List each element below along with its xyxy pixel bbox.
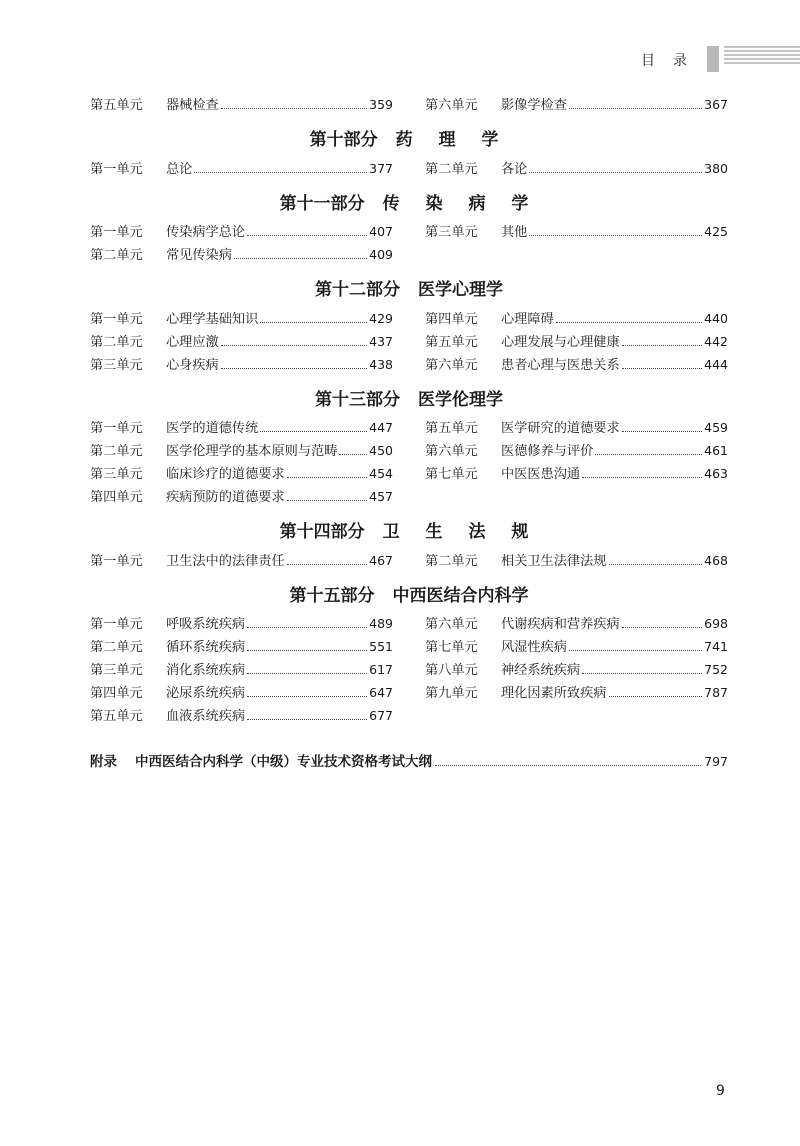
- toc-entry-unit: 第六单元: [425, 444, 478, 460]
- toc-entry-unit: 第六单元: [425, 617, 478, 633]
- toc-row: [90, 703, 728, 726]
- toc-entry-title: 临床诊疗的道德要求: [166, 467, 285, 483]
- toc-entry-unit: 第一单元: [90, 421, 143, 437]
- toc-entry-title: 其他: [501, 225, 528, 241]
- toc-entry-title: 血液系统疾病: [166, 708, 246, 724]
- toc-entry-unit: 第五单元: [90, 708, 143, 724]
- part-number: 第十五部分: [289, 585, 375, 606]
- dot-leader: [221, 368, 367, 369]
- dot-leader: [247, 235, 367, 236]
- toc-entry-unit: 第三单元: [90, 357, 143, 373]
- part-heading[interactable]: [90, 581, 728, 605]
- toc-entry[interactable]: [90, 158, 393, 177]
- toc-entry[interactable]: [425, 636, 728, 655]
- toc-row: [90, 438, 728, 461]
- part-number: 第十四部分: [279, 521, 365, 542]
- toc-entry-page: 457: [369, 488, 393, 504]
- toc-entry-title: 医学的道德传统: [166, 421, 259, 437]
- toc-entry-unit: 第五单元: [90, 97, 143, 113]
- toc-entry-unit: 第一单元: [90, 312, 143, 328]
- toc-entry-title: 心理障碍: [501, 312, 554, 328]
- toc-entry[interactable]: [90, 331, 393, 350]
- toc-entry-page: 677: [369, 707, 393, 723]
- part-number: 第十三部分: [315, 389, 400, 410]
- toc-entry[interactable]: [425, 550, 728, 569]
- part-number: 第十二部分: [315, 280, 400, 301]
- toc-entry[interactable]: [425, 659, 728, 678]
- toc-entry[interactable]: [425, 682, 728, 701]
- toc-entry[interactable]: [90, 659, 393, 678]
- toc-entry-page: 447: [369, 420, 393, 436]
- toc-entry-unit: 第一单元: [90, 161, 143, 177]
- toc-entry-title: 相关卫生法律法规: [501, 553, 607, 569]
- toc-entry[interactable]: [425, 94, 728, 113]
- dot-leader: [247, 719, 367, 720]
- part-number: 第十一部分: [279, 193, 365, 214]
- toc-entry[interactable]: [425, 158, 728, 177]
- toc-entry[interactable]: [425, 440, 728, 459]
- part-heading[interactable]: [90, 189, 728, 213]
- toc-entry[interactable]: [90, 550, 393, 569]
- toc-row: [90, 548, 728, 571]
- toc-entry[interactable]: [425, 308, 728, 327]
- toc-entry[interactable]: [425, 331, 728, 350]
- toc-entry[interactable]: [90, 94, 393, 113]
- dot-leader: [221, 108, 367, 109]
- toc-entry-page: 551: [369, 639, 393, 655]
- toc-entry-page: 450: [369, 443, 393, 459]
- toc-entry-unit: 第九单元: [425, 685, 478, 701]
- toc-entry[interactable]: [90, 613, 393, 632]
- toc-row: [90, 92, 728, 115]
- toc-entry-page: 468: [704, 552, 728, 568]
- dot-leader: [556, 322, 702, 323]
- page-header-title: [641, 50, 689, 70]
- dot-leader: [435, 765, 701, 766]
- toc-entry-unit: 第四单元: [90, 685, 143, 701]
- dot-leader: [529, 235, 702, 236]
- toc-entry[interactable]: [90, 308, 393, 327]
- toc-entry-title: 心理学基础知识: [166, 312, 259, 328]
- toc-entry-title: 消化系统疾病: [166, 663, 246, 679]
- toc-row: [90, 242, 728, 265]
- toc-entry-unit: 第二单元: [90, 444, 143, 460]
- toc-row: [90, 612, 728, 635]
- appendix-entry[interactable]: [90, 750, 728, 770]
- toc-row: [90, 352, 728, 375]
- toc-row: [90, 220, 728, 243]
- toc-entry-title: 传染病学总论: [166, 225, 246, 241]
- toc-entry-unit: 第二单元: [90, 640, 143, 656]
- toc-entry-page: 437: [369, 333, 393, 349]
- toc-entry[interactable]: [90, 244, 393, 263]
- toc-entry-unit: 第一单元: [90, 617, 143, 633]
- dot-leader: [260, 322, 367, 323]
- toc-row: [90, 634, 728, 657]
- toc-row: [90, 329, 728, 352]
- toc-entry-title: 心理应激: [166, 334, 219, 350]
- toc-entry-unit: 第五单元: [425, 334, 478, 350]
- toc-entry-page: 380: [704, 160, 728, 176]
- toc-entry-page: 407: [369, 224, 393, 240]
- header-title-char-1: 目: [641, 53, 657, 69]
- toc-entry-title: 影像学检查: [501, 97, 567, 113]
- toc-row: [90, 156, 728, 179]
- header-decoration-block: [707, 46, 719, 72]
- page-number: 9: [716, 1083, 725, 1099]
- appendix-page: 797: [704, 753, 728, 769]
- toc-entry-page: 752: [704, 662, 728, 678]
- toc-entry-title: 医学研究的道德要求: [501, 421, 620, 437]
- toc-entry-unit: 第一单元: [90, 553, 143, 569]
- toc-entry-title: 理化因素所致疾病: [501, 685, 607, 701]
- dot-leader: [247, 696, 367, 697]
- toc-entry-page: 489: [369, 616, 393, 632]
- toc-entry-page: 438: [369, 356, 393, 372]
- part-heading[interactable]: [90, 517, 728, 541]
- appendix-title: 中西医结合内科学（中级）专业技术资格考试大纲: [135, 753, 432, 770]
- toc-entry-title: 医学伦理学的基本原则与范畴: [166, 444, 338, 460]
- toc-row: [90, 416, 728, 439]
- toc-entry-page: 409: [369, 247, 393, 263]
- toc-entry-title: 卫生法中的法律责任: [166, 553, 285, 569]
- toc-entry-title: 代谢疾病和营养疾病: [501, 617, 620, 633]
- toc-entry-unit: 第七单元: [425, 467, 478, 483]
- toc-entry-title: 循环系统疾病: [166, 640, 246, 656]
- toc-entry-title: 各论: [501, 161, 528, 177]
- part-heading[interactable]: [90, 125, 728, 149]
- dot-leader: [234, 258, 367, 259]
- part-heading[interactable]: [90, 385, 728, 409]
- dot-leader: [595, 454, 702, 455]
- dot-leader: [609, 696, 703, 697]
- toc-row: [90, 461, 728, 484]
- toc-entry-unit: 第四单元: [90, 489, 143, 505]
- dot-leader: [569, 650, 702, 651]
- toc-entry-page: 359: [369, 96, 393, 112]
- toc-entry[interactable]: [425, 221, 728, 240]
- toc-entry-title: 心理发展与心理健康: [501, 334, 620, 350]
- dot-leader: [582, 477, 702, 478]
- dot-leader: [622, 345, 702, 346]
- toc-entry-page: 787: [704, 684, 728, 700]
- toc-entry-unit: 第六单元: [425, 97, 478, 113]
- part-number: 第十部分: [309, 129, 378, 150]
- toc-entry-unit: 第一单元: [90, 225, 143, 241]
- toc-entry-page: 467: [369, 552, 393, 568]
- dot-leader: [569, 108, 702, 109]
- toc-entry-page: 429: [369, 311, 393, 327]
- dot-leader: [609, 564, 703, 565]
- toc-entry-page: 617: [369, 662, 393, 678]
- toc-entry-unit: 第二单元: [425, 553, 478, 569]
- toc-entry-title: 患者心理与医患关系: [501, 357, 620, 373]
- toc-entry-title: 疾病预防的道德要求: [166, 489, 285, 505]
- toc-entry[interactable]: [90, 440, 393, 459]
- toc-entry[interactable]: [425, 613, 728, 632]
- toc-entry-unit: 第四单元: [425, 312, 478, 328]
- toc-row: [90, 484, 728, 507]
- toc-row: [90, 306, 728, 329]
- dot-leader: [247, 673, 367, 674]
- dot-leader: [260, 431, 367, 432]
- toc-entry[interactable]: [90, 486, 393, 505]
- dot-leader: [287, 500, 367, 501]
- toc-entry-unit: 第八单元: [425, 663, 478, 679]
- appendix-label: 附录: [90, 753, 117, 770]
- dot-leader: [339, 454, 367, 455]
- toc-entry-page: 440: [704, 311, 728, 327]
- toc-entry-page: 454: [369, 466, 393, 482]
- toc-entry-title: 心身疾病: [166, 357, 219, 373]
- toc-entry-unit: 第七单元: [425, 640, 478, 656]
- toc-entry[interactable]: [425, 354, 728, 373]
- toc-entry-page: 463: [704, 466, 728, 482]
- toc-entry-unit: 第六单元: [425, 357, 478, 373]
- part-title: 卫 生 法 规: [382, 521, 539, 542]
- toc-entry-unit: 第三单元: [90, 663, 143, 679]
- toc-entry[interactable]: [90, 221, 393, 240]
- dot-leader: [582, 673, 702, 674]
- toc-entry-page: 444: [704, 356, 728, 372]
- toc-entry-unit: 第三单元: [90, 467, 143, 483]
- toc-entry-title: 风湿性疾病: [501, 640, 567, 656]
- toc-row: [90, 680, 728, 703]
- toc-row: [90, 657, 728, 680]
- toc-entry[interactable]: [90, 463, 393, 482]
- part-title: 医学伦理学: [418, 389, 503, 410]
- part-title: 中西医结合内科学: [392, 585, 529, 606]
- toc-entry[interactable]: [90, 417, 393, 436]
- toc-entry-unit: 第五单元: [425, 421, 478, 437]
- toc-entry[interactable]: [425, 463, 728, 482]
- toc-entry-title: 中医医患沟通: [501, 467, 581, 483]
- toc-entry-page: 425: [704, 224, 728, 240]
- dot-leader: [194, 172, 367, 173]
- dot-leader: [247, 650, 367, 651]
- toc-entry-page: 698: [704, 616, 728, 632]
- toc-entry[interactable]: [425, 417, 728, 436]
- toc-entry-page: 377: [369, 160, 393, 176]
- toc-entry-unit: 第三单元: [425, 225, 478, 241]
- toc-entry-title: 呼吸系统疾病: [166, 617, 246, 633]
- part-title: 传 染 病 学: [382, 193, 539, 214]
- part-title: 药 理 学: [395, 129, 509, 150]
- toc-entry-title: 常见传染病: [166, 248, 232, 264]
- toc-entry[interactable]: [90, 636, 393, 655]
- toc-entry-title: 器械检查: [166, 97, 219, 113]
- toc-entry-page: 367: [704, 96, 728, 112]
- toc-entry[interactable]: [90, 354, 393, 373]
- toc-entry[interactable]: [90, 682, 393, 701]
- toc-entry-title: 泌尿系统疾病: [166, 685, 246, 701]
- header-decoration-stripes: [724, 46, 800, 66]
- part-title: 医学心理学: [418, 280, 503, 301]
- toc-entry-page: 647: [369, 684, 393, 700]
- dot-leader: [287, 477, 367, 478]
- header-title-char-2: 录: [673, 53, 689, 69]
- toc-entry-unit: 第二单元: [425, 161, 478, 177]
- toc-entry-page: 741: [704, 639, 728, 655]
- toc-entry-unit: 第二单元: [90, 334, 143, 350]
- toc-entry-page: 442: [704, 333, 728, 349]
- dot-leader: [622, 368, 702, 369]
- dot-leader: [287, 564, 367, 565]
- toc-entry-title: 医德修养与评价: [501, 444, 594, 460]
- toc-entry[interactable]: [90, 705, 393, 724]
- toc-entry-title: 总论: [166, 161, 193, 177]
- dot-leader: [622, 627, 702, 628]
- toc-entry-title: 神经系统疾病: [501, 663, 581, 679]
- toc-entry-page: 461: [704, 443, 728, 459]
- toc-entry-unit: 第二单元: [90, 248, 143, 264]
- part-heading[interactable]: [90, 275, 728, 299]
- dot-leader: [529, 172, 702, 173]
- dot-leader: [622, 431, 702, 432]
- dot-leader: [247, 627, 367, 628]
- toc-entry-page: 459: [704, 420, 728, 436]
- table-of-contents: [90, 92, 728, 770]
- parts-container: [90, 125, 728, 726]
- dot-leader: [221, 345, 367, 346]
